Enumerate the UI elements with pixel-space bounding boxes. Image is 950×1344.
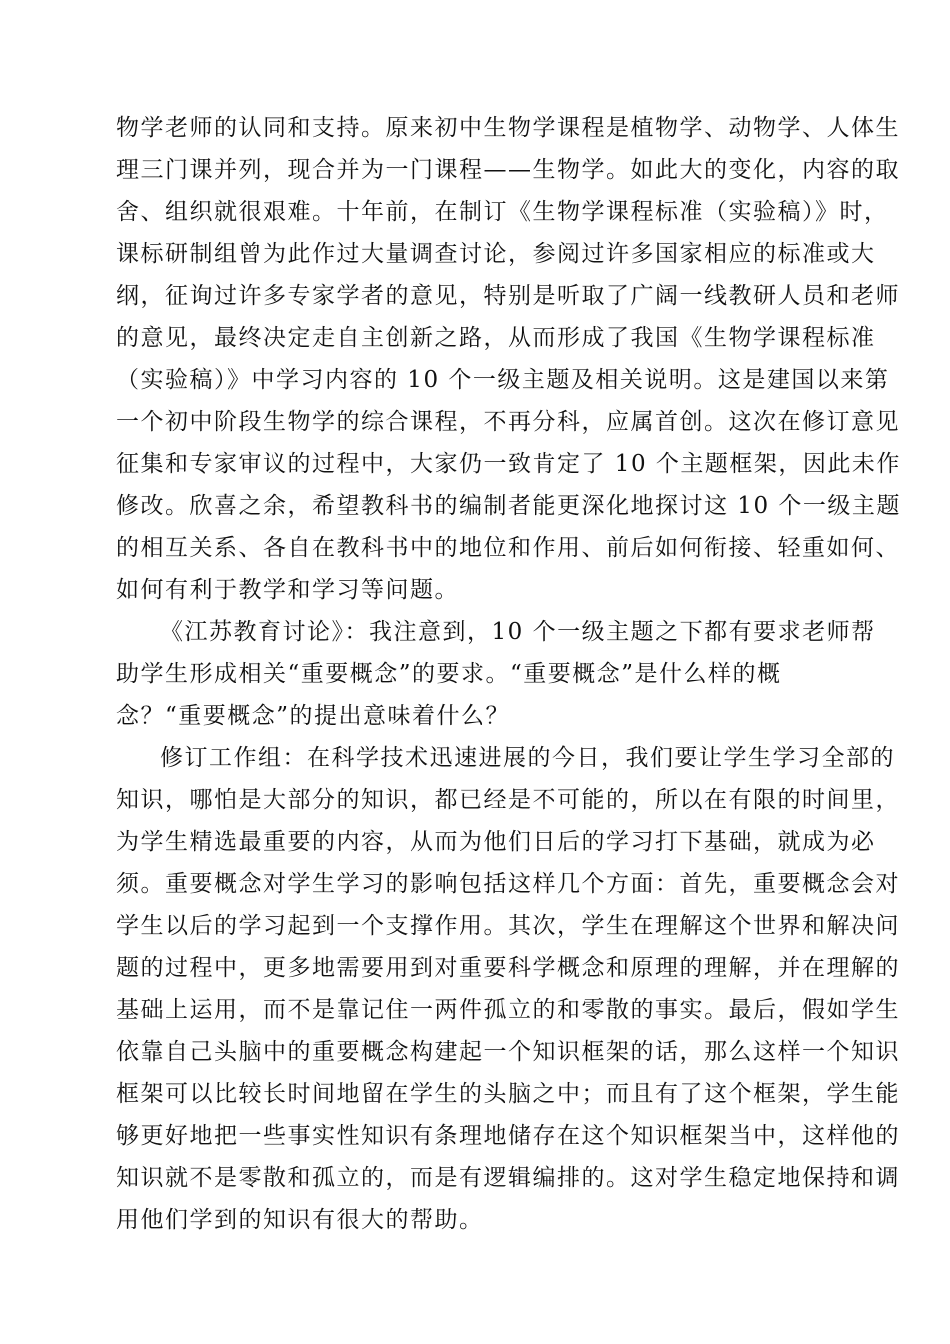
text-line: 依靠自己头脑中的重要概念构建起一个知识框架的话，那么这样一个知识 [116, 1039, 900, 1065]
text-line: 舍、组织就很艰难。十年前，在制订《生物学课程标准（实验稿）》时， [116, 199, 889, 225]
text-line: 课标研制组曾为此作过大量调查讨论，参阅过许多国家相应的标准或大 [116, 241, 876, 267]
text-line: 学生以后的学习起到一个支撑作用。其次，学生在理解这个世界和解决问 [116, 913, 900, 939]
text-line: 修订工作组：在科学技术迅速进展的今日，我们要让学生学习全部的 [160, 745, 895, 771]
text-line: 理三门课并列，现合并为一门课程——生物学。如此大的变化，内容的取 [116, 157, 900, 183]
text-line: 助学生形成相关“重要概念”的要求。“重要概念”是什么样的概 [116, 661, 782, 687]
text-line: 须。重要概念对学生学习的影响包括这样几个方面：首先，重要概念会对 [116, 871, 900, 897]
text-line: 一个初中阶段生物学的综合课程，不再分科，应属首创。这次在修订意见 [116, 409, 900, 435]
text-line: 的意见，最终决定走自主创新之路，从而形成了我国《生物学课程标准 [116, 325, 876, 351]
text-line: 知识，哪怕是大部分的知识，都已经是不可能的，所以在有限的时间里， [116, 787, 900, 813]
text-line: 念？“重要概念”的提出意味着什么？ [116, 703, 511, 729]
text-line: 为学生精选最重要的内容，从而为他们日后的学习打下基础，就成为必 [116, 829, 876, 855]
text-line: 《江苏教育讨论》：我注意到，10 个一级主题之下都有要求老师帮 [160, 619, 876, 645]
text-line: 知识就不是零散和孤立的，而是有逻辑编排的。这对学生稳定地保持和调 [116, 1165, 900, 1191]
text-line: 的相互关系、各自在教科书中的地位和作用、前后如何衔接、轻重如何、 [116, 535, 900, 561]
text-line: 纲，征询过许多专家学者的意见，特别是听取了广阔一线教研人员和老师 [116, 283, 900, 309]
text-line: 框架可以比较长时间地留在学生的头脑之中；而且有了这个框架，学生能 [116, 1081, 900, 1107]
text-line: 征集和专家审议的过程中，大家仍一致肯定了 10 个主题框架，因此未作 [116, 451, 901, 477]
text-line: 题的过程中，更多地需要用到对重要科学概念和原理的理解，并在理解的 [116, 955, 900, 981]
text-line: （实验稿）》中学习内容的 10 个一级主题及相关说明。这是建国以来第 [116, 367, 890, 393]
text-line: 物学老师的认同和支持。原来初中生物学课程是植物学、动物学、人体生 [116, 115, 900, 141]
text-line: 用他们学到的知识有很大的帮助。 [116, 1207, 484, 1233]
text-line: 够更好地把一些事实性知识有条理地储存在这个知识框架当中，这样他的 [116, 1123, 900, 1149]
text-line: 如何有利于教学和学习等问题。 [116, 577, 459, 603]
text-line: 基础上运用，而不是靠记住一两件孤立的和零散的事实。最后，假如学生 [116, 997, 900, 1023]
text-line: 修改。欣喜之余，希望教科书的编制者能更深化地探讨这 10 个一级主题 [116, 493, 901, 519]
